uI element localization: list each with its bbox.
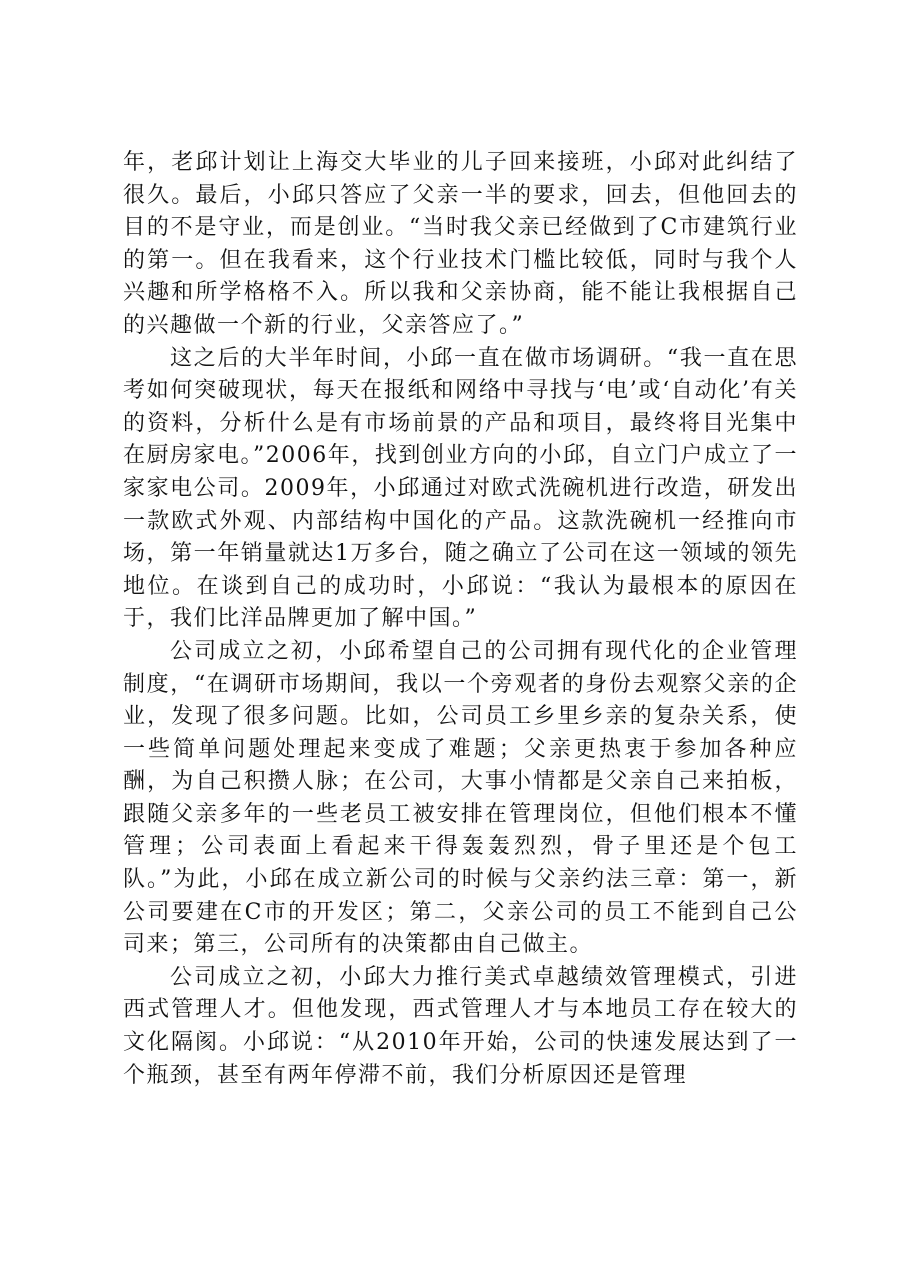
paragraph-3: 公司成立之初，小邱希望自己的公司拥有现代化的企业管理制度，“在调研市场期间，我以一个旁观者的身份去观察父亲的企业，发现了很多问题。比如，公司员工乡里乡亲的复杂关系，使一些简单问题处理起来变成了难题；父亲更热衷于参加各种应酬，为自己积攒人脉；在公司，大事小情都是父亲自己来拍板，跟随父亲多年的一些老员工被安排在管理岗位，但他们根本不懂管理；公司表面上看起来干得轰轰烈烈，骨子里还是个包工队。”为此，小邱在成立新公司的时候与父亲约法三章：第一，新公司要建在C市的开发区；第二，父亲公司的员工不能到自己公司来；第三，公司所有的决策都由自己做主。: [123, 638, 798, 958]
paragraph-4: 公司成立之初，小邱大力推行美式卓越绩效管理模式，引进西式管理人才。但他发现，西式管理人才与本地员工存在较大的文化隔阂。小邱说：“从2010年开始，公司的快速发展达到了一个瓶颈，甚至有两年停滞不前，我们分析原因还是管理: [123, 964, 798, 1088]
paragraph-1: 年，老邱计划让上海交大毕业的儿子回来接班，小邱对此纠结了很久。最后，小邱只答应了父亲一半的要求，回去，但他回去的目的不是守业，而是创业。“当时我父亲已经做到了C市建筑行业的第一。但在我看来，这个行业技术门槛比较低，同时与我个人兴趣和所学格格不入。所以我和父亲协商，能不能让我根据自己的兴趣做一个新的行业，父亲答应了。”: [123, 150, 798, 338]
paragraph-2: 这之后的大半年时间，小邱一直在做市场调研。“我一直在思考如何突破现状，每天在报纸和网络中寻找与‘电’或‘自动化’有关的资料，分析什么是有市场前景的产品和项目，最终将目光集中在厨房家电。”2006年，找到创业方向的小邱，自立门户成立了一家家电公司。2009年，小邱通过对欧式洗碗机进行改造，研发出一款欧式外观、内部结构中国化的产品。这款洗碗机一经推向市场，第一年销量就达1万多台，随之确立了公司在这一领域的领先地位。在谈到自己的成功时，小邱说：“我认为最根本的原因在于，我们比洋品牌更加了解中国。”: [123, 345, 798, 632]
body-text: [123, 147, 798, 1092]
